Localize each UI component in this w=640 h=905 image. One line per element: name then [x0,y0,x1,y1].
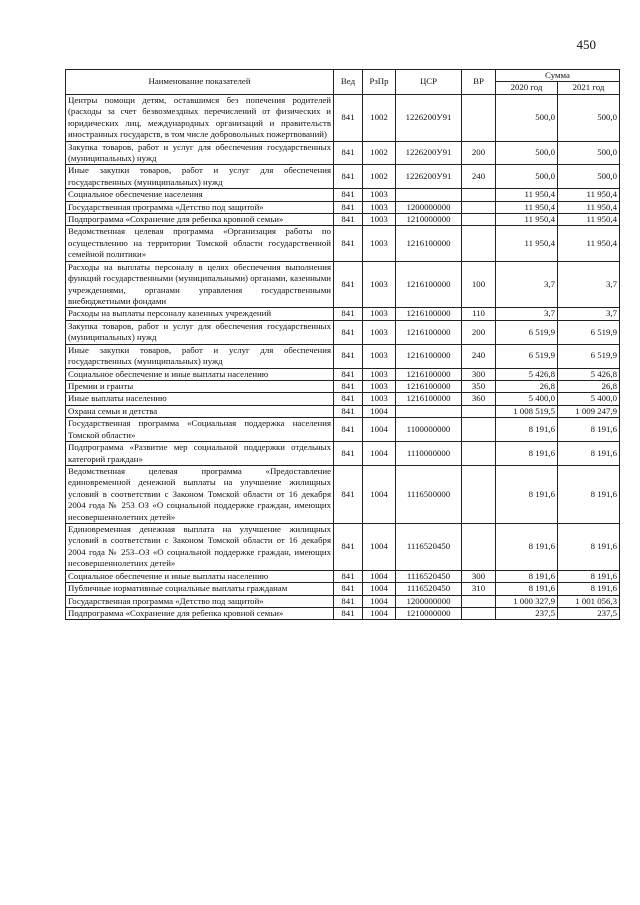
row-ved: 841 [334,405,363,417]
row-rzpr: 1004 [363,524,396,571]
row-vr: 110 [462,308,496,320]
row-name: Закупка товаров, работ и услуг для обеспечения государственных (муниципальных) нужд [66,320,334,344]
row-sum-2020: 26,8 [496,380,558,392]
row-vr [462,595,496,607]
row-ved: 841 [334,368,363,380]
row-csr: 1116520450 [396,583,462,595]
row-sum-2020: 1 008 519,5 [496,405,558,417]
row-csr: 1216100000 [396,320,462,344]
row-vr [462,524,496,571]
row-csr: 1216100000 [396,226,462,261]
table-row [66,380,620,392]
row-ved: 841 [334,465,363,523]
row-sum-2020: 8 191,6 [496,442,558,466]
row-rzpr: 1003 [363,393,396,405]
row-name: Иные закупки товаров, работ и услуг для обеспечения государственных (муниципальных) нужд [66,344,334,368]
row-rzpr: 1004 [363,405,396,417]
row-vr [462,442,496,466]
table-row [66,368,620,380]
row-csr: 1226200У91 [396,94,462,141]
table-row [66,524,620,571]
row-rzpr: 1004 [363,418,396,442]
row-sum-2021: 26,8 [558,380,620,392]
row-csr: 1216100000 [396,368,462,380]
table-row [66,201,620,213]
row-ved: 841 [334,308,363,320]
row-sum-2020: 5 400,0 [496,393,558,405]
row-csr: 1226200У91 [396,165,462,189]
row-ved: 841 [334,165,363,189]
row-sum-2020: 5 426,8 [496,368,558,380]
table-row [66,226,620,261]
row-rzpr: 1004 [363,583,396,595]
row-sum-2021: 500,0 [558,141,620,165]
row-ved: 841 [334,214,363,226]
row-sum-2020: 11 950,4 [496,201,558,213]
row-sum-2020: 237,5 [496,607,558,619]
table-row [66,308,620,320]
row-sum-2021: 8 191,6 [558,442,620,466]
row-ved: 841 [334,583,363,595]
header-rzpr: РзПр [363,70,396,95]
row-sum-2021: 8 191,6 [558,418,620,442]
row-vr [462,94,496,141]
row-name: Ведомственная целевая программа «Организация работы по осуществлению на территории Томской области государственной семейной политики» [66,226,334,261]
row-ved: 841 [334,261,363,308]
row-rzpr: 1002 [363,165,396,189]
row-vr: 240 [462,344,496,368]
row-sum-2020: 1 000 327,9 [496,595,558,607]
row-csr: 1216100000 [396,393,462,405]
row-name: Ведомственная целевая программа «Предоставление единовременной денежной выплаты на улучшение жилищных условий в соответствии с Законом Томской области от 16 декабря 2004 года № 253 ОЗ «О социальной поддержке граждан, имеющих несовершеннолетних детей» [66,465,334,523]
row-name: Иные выплаты населению [66,393,334,405]
row-ved: 841 [334,201,363,213]
row-vr [462,201,496,213]
row-csr [396,189,462,201]
row-ved: 841 [334,344,363,368]
row-sum-2020: 500,0 [496,94,558,141]
row-name: Публичные нормативные социальные выплаты гражданам [66,583,334,595]
row-sum-2020: 500,0 [496,141,558,165]
row-sum-2021: 6 519,9 [558,320,620,344]
row-ved: 841 [334,94,363,141]
row-rzpr: 1003 [363,368,396,380]
row-sum-2020: 8 191,6 [496,418,558,442]
row-sum-2020: 11 950,4 [496,189,558,201]
row-ved: 841 [334,141,363,165]
table-row [66,214,620,226]
table-row [66,607,620,619]
row-ved: 841 [334,607,363,619]
table-row [66,261,620,308]
table-body [66,94,620,620]
row-name: Охрана семьи и детства [66,405,334,417]
row-vr [462,226,496,261]
row-ved: 841 [334,393,363,405]
row-rzpr: 1003 [363,261,396,308]
table-row [66,570,620,582]
header-csr: ЦСР [396,70,462,95]
row-sum-2021: 8 191,6 [558,465,620,523]
row-sum-2021: 3,7 [558,308,620,320]
row-csr: 1110000000 [396,442,462,466]
page-number: 450 [576,37,596,52]
row-csr: 1210000000 [396,607,462,619]
row-name: Подпрограмма «Развитие мер социальной поддержки отдельных категорий граждан» [66,442,334,466]
row-name: Расходы на выплаты персоналу казенных учреждений [66,308,334,320]
row-name: Государственная программа «Детство под защитой» [66,595,334,607]
header-year-2020: 2020 год [496,82,558,94]
row-name: Закупка товаров, работ и услуг для обеспечения государственных (муниципальных) нужд [66,141,334,165]
row-csr: 1116520450 [396,570,462,582]
row-vr [462,214,496,226]
header-sum: Сумма [496,70,620,82]
row-rzpr: 1004 [363,595,396,607]
table-row [66,442,620,466]
table-header [66,70,620,95]
row-name: Социальное обеспечение и иные выплаты населению [66,570,334,582]
row-name: Подпрограмма «Сохранение для ребенка кровной семьи» [66,214,334,226]
row-sum-2021: 5 400,0 [558,393,620,405]
row-ved: 841 [334,418,363,442]
row-csr: 1216100000 [396,261,462,308]
row-sum-2020: 6 519,9 [496,320,558,344]
row-csr: 1200000000 [396,595,462,607]
row-vr: 350 [462,380,496,392]
row-name: Государственная программа «Детство под защитой» [66,201,334,213]
table-row [66,344,620,368]
row-sum-2020: 11 950,4 [496,226,558,261]
row-sum-2021: 3,7 [558,261,620,308]
row-rzpr: 1004 [363,442,396,466]
row-csr: 1100000000 [396,418,462,442]
row-csr: 1216100000 [396,308,462,320]
header-ved: Вед [334,70,363,95]
row-csr: 1116520450 [396,524,462,571]
row-vr [462,405,496,417]
row-vr: 200 [462,320,496,344]
row-ved: 841 [334,570,363,582]
row-ved: 841 [334,524,363,571]
table-row [66,465,620,523]
table-row [66,189,620,201]
row-rzpr: 1003 [363,344,396,368]
row-vr: 300 [462,368,496,380]
row-sum-2021: 500,0 [558,94,620,141]
row-name: Премии и гранты [66,380,334,392]
table-row [66,595,620,607]
row-sum-2020: 3,7 [496,308,558,320]
row-rzpr: 1003 [363,226,396,261]
row-name: Социальное обеспечение и иные выплаты населению [66,368,334,380]
row-name: Расходы на выплаты персоналу в целях обеспечения выполнения функций государственными (муниципальными) органами, казенными учреждениями, органами управления государственными внебюджетными фондами [66,261,334,308]
row-sum-2021: 237,5 [558,607,620,619]
row-ved: 841 [334,226,363,261]
table-row [66,393,620,405]
row-csr: 1216100000 [396,344,462,368]
row-sum-2021: 11 950,4 [558,201,620,213]
row-name: Социальное обеспечение населения [66,189,334,201]
row-sum-2020: 8 191,6 [496,524,558,571]
row-sum-2020: 8 191,6 [496,465,558,523]
table-row [66,94,620,141]
row-vr: 360 [462,393,496,405]
row-name: Государственная программа «Социальная поддержка населения Томской области» [66,418,334,442]
row-csr: 1226200У91 [396,141,462,165]
row-sum-2021: 11 950,4 [558,214,620,226]
table-row [66,320,620,344]
row-vr [462,189,496,201]
row-vr [462,465,496,523]
row-sum-2020: 6 519,9 [496,344,558,368]
row-ved: 841 [334,189,363,201]
row-sum-2021: 8 191,6 [558,570,620,582]
row-rzpr: 1003 [363,189,396,201]
row-sum-2020: 8 191,6 [496,583,558,595]
table-row [66,405,620,417]
row-csr: 1210000000 [396,214,462,226]
row-name: Единовременная денежная выплата на улучшение жилищных условий в соответствии с Законом Томской области от 16 декабря 2004 года № 253–ОЗ «О социальной поддержке граждан, имеющих несовершеннолетних детей» [66,524,334,571]
row-sum-2020: 3,7 [496,261,558,308]
row-vr: 100 [462,261,496,308]
table-row [66,165,620,189]
row-csr: 1200000000 [396,201,462,213]
row-name: Иные закупки товаров, работ и услуг для обеспечения государственных (муниципальных) нужд [66,165,334,189]
table-row [66,583,620,595]
row-rzpr: 1002 [363,141,396,165]
row-sum-2020: 8 191,6 [496,570,558,582]
row-rzpr: 1003 [363,320,396,344]
row-sum-2020: 11 950,4 [496,214,558,226]
row-rzpr: 1003 [363,214,396,226]
table-row [66,141,620,165]
row-sum-2021: 6 519,9 [558,344,620,368]
row-ved: 841 [334,595,363,607]
row-rzpr: 1004 [363,570,396,582]
row-csr [396,405,462,417]
row-name: Подпрограмма «Сохранение для ребенка кровной семьи» [66,607,334,619]
row-rzpr: 1002 [363,94,396,141]
row-rzpr: 1004 [363,607,396,619]
header-vr: ВР [462,70,496,95]
row-csr: 1116500000 [396,465,462,523]
row-name: Центры помощи детям, оставшимся без попечения родителей (расходы за счет безвозмездных перечислений от физических и юридических лиц, международных организаций и правительств иностранных государств, в том числе добровольных пожертвований) [66,94,334,141]
header-year-2021: 2021 год [558,82,620,94]
row-ved: 841 [334,380,363,392]
row-vr: 310 [462,583,496,595]
row-sum-2021: 5 426,8 [558,368,620,380]
table-row [66,418,620,442]
row-csr: 1216100000 [396,380,462,392]
row-sum-2021: 500,0 [558,165,620,189]
header-name: Наименование показателей [66,70,334,95]
row-vr [462,607,496,619]
row-sum-2021: 1 009 247,9 [558,405,620,417]
row-vr: 300 [462,570,496,582]
row-vr: 200 [462,141,496,165]
row-ved: 841 [334,442,363,466]
row-sum-2021: 11 950,4 [558,189,620,201]
row-vr [462,418,496,442]
row-sum-2021: 8 191,6 [558,524,620,571]
row-rzpr: 1003 [363,308,396,320]
row-vr: 240 [462,165,496,189]
row-sum-2020: 500,0 [496,165,558,189]
row-rzpr: 1004 [363,465,396,523]
row-sum-2021: 11 950,4 [558,226,620,261]
budget-table [65,69,620,620]
row-sum-2021: 1 001 056,3 [558,595,620,607]
row-ved: 841 [334,320,363,344]
row-sum-2021: 8 191,6 [558,583,620,595]
row-rzpr: 1003 [363,201,396,213]
row-rzpr: 1003 [363,380,396,392]
